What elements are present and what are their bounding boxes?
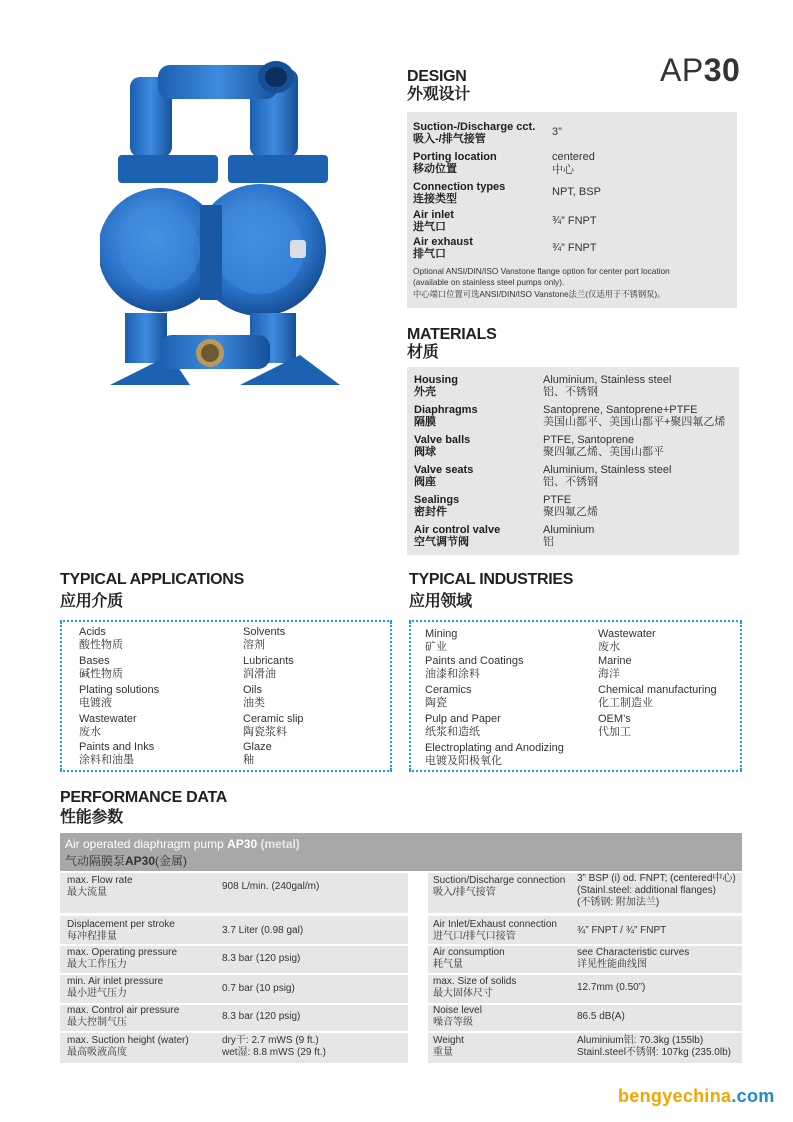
perf-key: Noise level 噪音等级 [433, 1005, 482, 1028]
design-note: Optional ANSI/DIN/ISO Vanstone flange option for center port location (available on stainless steel pumps only). 中心端口位置可选ANSI/DIN/ISO Vanstone法兰(仅适用于不锈钢泵)。 [413, 266, 670, 299]
performance-title: PERFORMANCE DATA 性能参数 [60, 789, 228, 826]
perf-key: Suction/Discharge connection 吸入/排气接管 [433, 875, 566, 898]
perf-key: max. Size of solids 最大固体尺寸 [433, 976, 517, 999]
industry-item: Marine 海洋 [598, 655, 632, 680]
site-watermark: bengyechina.com [618, 1086, 775, 1106]
application-item: Acids 酸性物质 [79, 626, 123, 651]
perf-key: Weight 重量 [433, 1035, 464, 1058]
material-value: Aluminium 铝 [543, 524, 595, 548]
performance-header: Air operated diaphragm pump AP30 (metal) 气动隔膜泵AP30(金属) [60, 833, 742, 871]
application-item: Lubricants 润滑油 [243, 655, 294, 680]
perf-key: Displacement per stroke 每冲程排量 [67, 919, 175, 942]
perf-key: min. Air inlet pressure 最小进气压力 [67, 976, 164, 999]
perf-value: 12.7mm (0.50”) [577, 982, 646, 993]
perf-key: Air consumption 耗气量 [433, 947, 505, 970]
industries-title: TYPICAL INDUSTRIES 应用领域 [409, 571, 574, 610]
application-item: Oils 油类 [243, 684, 265, 709]
perf-value: ¾” FNPT / ¾” FNPT [577, 925, 667, 936]
design-row: Porting location 移动位置 [413, 151, 497, 175]
perf-value: 86.5 dB(A) [577, 1011, 625, 1022]
application-item: Bases 碱性物质 [79, 655, 123, 680]
applications-title: TYPICAL APPLICATIONS 应用介质 [60, 571, 244, 610]
perf-key: Air Inlet/Exhaust connection 进气口/排气口接管 [433, 919, 557, 942]
application-item: Glaze 釉 [243, 741, 272, 766]
perf-value: 8.3 bar (120 psig) [222, 1011, 301, 1022]
perf-value: 3” BSP (i) od. FNPT; (centered中心) (Stainl.steel: additional flanges) (不锈钢: 附加法兰) [577, 873, 736, 908]
perf-key: max. Control air pressure 最大控制气压 [67, 1005, 180, 1028]
materials-title: MATERIALS 材质 [407, 326, 497, 361]
industry-item: Electroplating and Anodizing 电镀及阳极氧化 [425, 742, 564, 767]
industry-item: Mining 矿业 [425, 628, 458, 653]
design-row: Connection types 连接类型 [413, 181, 506, 205]
perf-value: Aluminium铝: 70.3kg (155lb) Stainl.steel不锈钢: 107kg (235.0lb) [577, 1035, 731, 1058]
material-value: PTFE, Santoprene 聚四氟乙烯、美国山都平 [543, 434, 664, 458]
design-value: ¾” FNPT [552, 215, 597, 227]
design-row: Air inlet 进气口 [413, 209, 454, 233]
model-name: AP30 [660, 52, 741, 88]
design-value: ¾” FNPT [552, 242, 597, 254]
material-key: Valve balls 阀球 [414, 434, 471, 458]
perf-key: max. Suction height (water) 最高吸液高度 [67, 1035, 189, 1058]
material-key: Housing 外壳 [414, 374, 458, 398]
material-value: Aluminium, Stainless steel 铝、不锈钢 [543, 374, 672, 398]
material-key: Diaphragms 隔膜 [414, 404, 478, 428]
industry-item: OEM’s 代加工 [598, 713, 631, 738]
perf-value: 0.7 bar (10 psig) [222, 983, 295, 994]
pump-illustration [100, 55, 350, 400]
application-item: Ceramic slip 陶瓷浆料 [243, 713, 304, 738]
perf-key: max. Operating pressure 最大工作压力 [67, 947, 178, 970]
industry-item: Pulp and Paper 纸浆和造纸 [425, 713, 501, 738]
perf-value: 8.3 bar (120 psig) [222, 953, 301, 964]
design-title: DESIGN 外观设计 [407, 68, 470, 103]
perf-value: 3.7 Liter (0.98 gal) [222, 925, 304, 936]
material-value: PTFE 聚四氟乙烯 [543, 494, 598, 518]
industry-item: Wastewater 废水 [598, 628, 656, 653]
perf-value: dry干: 2.7 mWS (9 ft.) wet湿: 8.8 mWS (29 ft.) [222, 1035, 326, 1058]
design-value: 3” [552, 126, 562, 138]
application-item: Plating solutions 电镀液 [79, 684, 160, 709]
perf-key: max. Flow rate 最大流量 [67, 875, 133, 898]
design-value: centered 中心 [552, 151, 595, 176]
design-row: Suction-/Discharge cct. 吸入-/排气接管 [413, 121, 536, 145]
application-item: Wastewater 废水 [79, 713, 137, 738]
material-value: Santoprene, Santoprene+PTFE 美国山都平、美国山都平+聚四氟乙烯 [543, 404, 726, 428]
material-key: Valve seats 阀座 [414, 464, 474, 488]
application-item: Solvents 溶剂 [243, 626, 286, 651]
industry-item: Chemical manufacturing 化工制造业 [598, 684, 717, 709]
perf-value: 908 L/min. (240gal/m) [222, 881, 320, 892]
design-row: Air exhaust 排气口 [413, 236, 473, 260]
industry-item: Ceramics 陶瓷 [425, 684, 472, 709]
material-key: Air control valve 空气调节阀 [414, 524, 501, 548]
material-key: Sealings 密封件 [414, 494, 460, 518]
application-item: Paints and Inks 涂料和油墨 [79, 741, 155, 766]
material-value: Aluminium, Stainless steel 铝、不锈钢 [543, 464, 672, 488]
industry-item: Paints and Coatings 油漆和涂料 [425, 655, 524, 680]
design-value: NPT, BSP [552, 186, 601, 198]
perf-value: see Characteristic curves 详见性能曲线图 [577, 947, 690, 970]
